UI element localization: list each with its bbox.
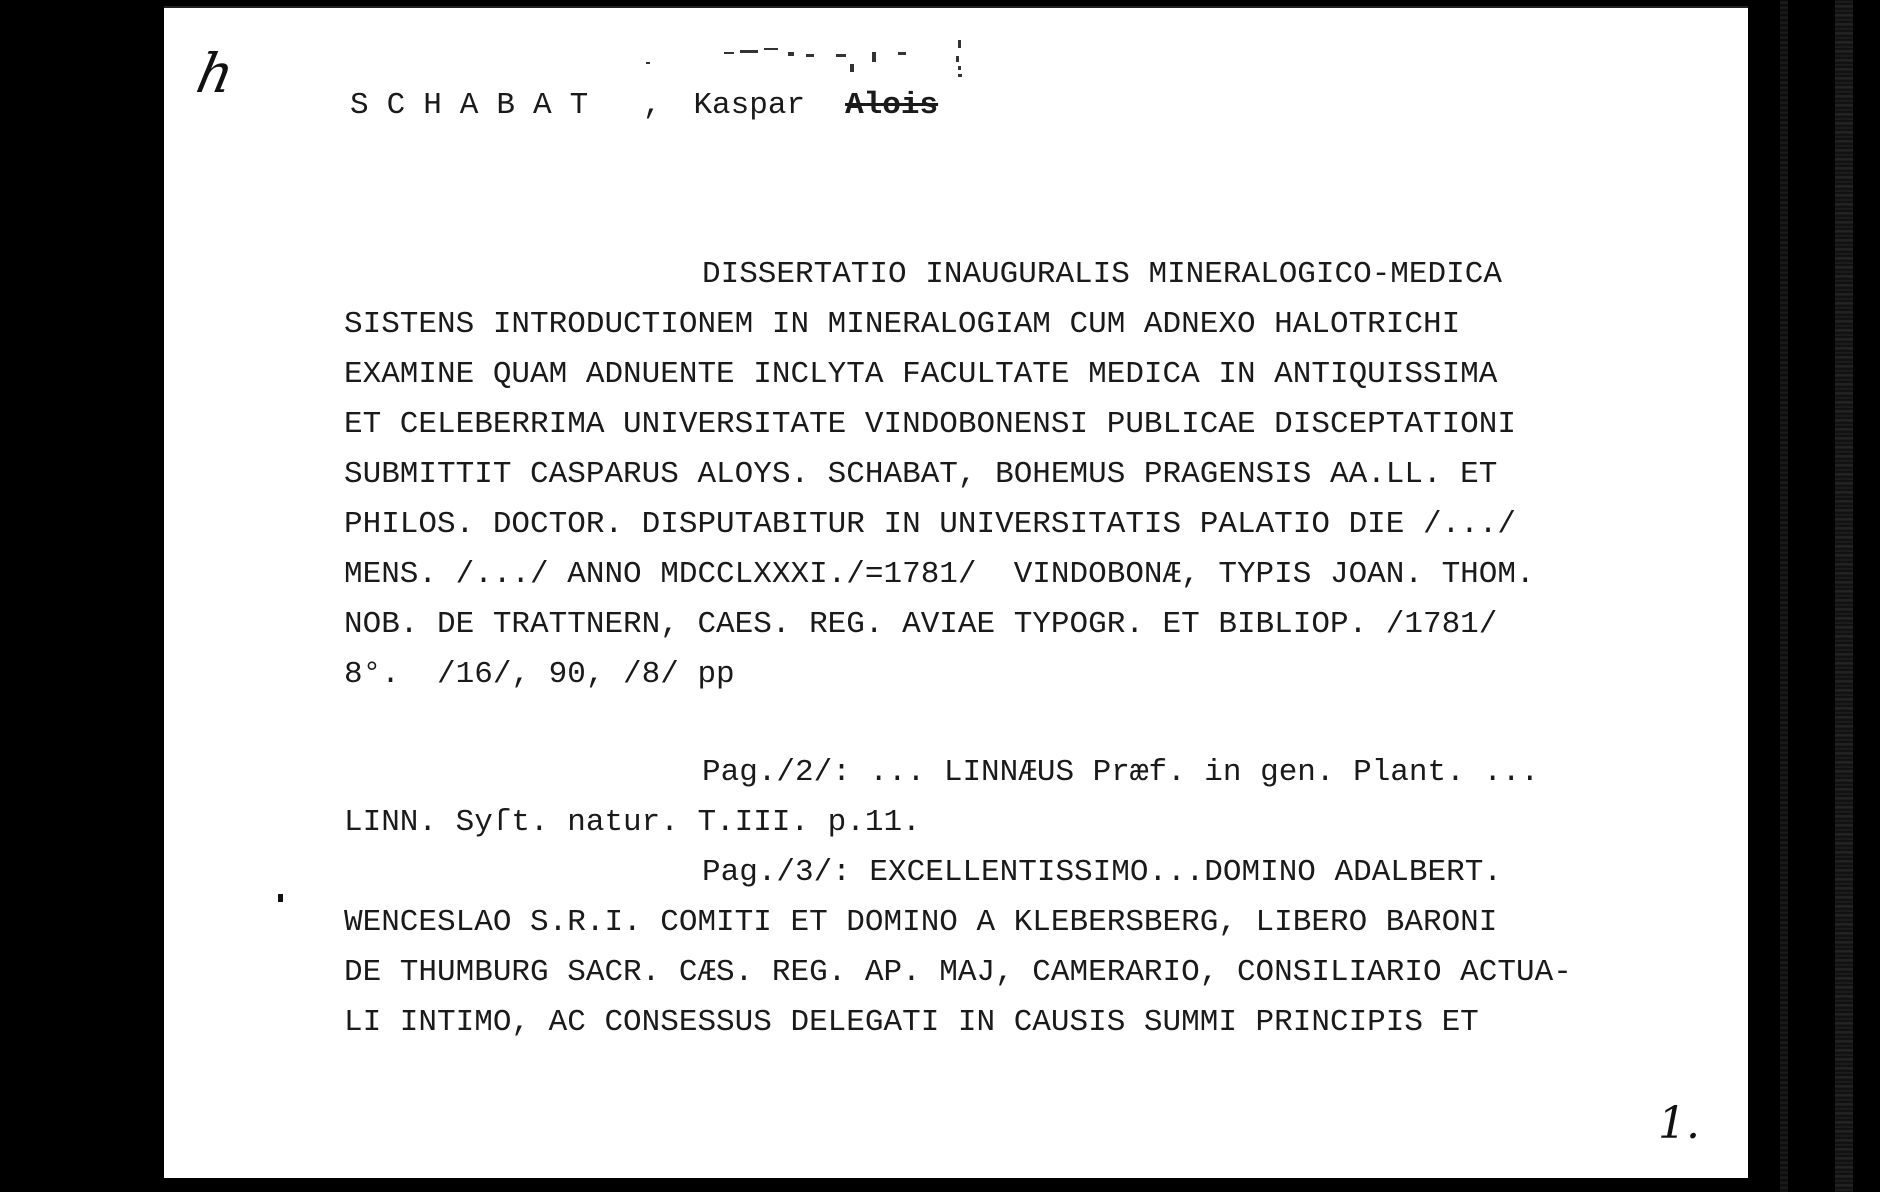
description-line: NOB. DE TRATTNERN, CAES. REG. AVIAE TYPOGR. ET BIBLIOP. /1781/ (344, 607, 1498, 642)
bibliographic-description (344, 250, 1644, 1048)
page-number: 1. (1658, 1098, 1700, 1149)
description-line: EXAMINE QUAM ADNUENTE INCLYTA FACULTATE MEDICA IN ANTIQUISSIMA (344, 357, 1498, 392)
scan-noise (1835, 0, 1853, 1192)
scan-border (1748, 0, 1880, 1192)
note-line: Pag./3/: EXCELLENTISSIMO...DOMINO ADALBERT. (702, 855, 1502, 890)
description-line: MENS. /.../ ANNO MDCCLXXXI./=1781/ VINDOBONÆ, TYPIS JOAN. THOM. (344, 557, 1535, 592)
description-line: DISSERTATIO INAUGURALIS MINERALOGICO-MEDICA (702, 257, 1502, 292)
description-line: SUBMITTIT CASPARUS ALOYS. SCHABAT, BOHEMUS PRAGENSIS AA.LL. ET (344, 457, 1498, 492)
note-line: LI INTIMO, AC CONSESSUS DELEGATI IN CAUSIS SUMMI PRINCIPIS ET (344, 1005, 1479, 1040)
note-line: DE THUMBURG SACR. CÆS. REG. AP. MAJ, CAMERARIO, CONSILIARIO ACTUA- (344, 955, 1572, 990)
author-middle-name: Alois (845, 88, 939, 123)
description-line: PHILOS. DOCTOR. DISPUTABITUR IN UNIVERSITATIS PALATIO DIE /.../ (344, 507, 1516, 542)
scan-noise (1780, 0, 1788, 1192)
note-line: LINN. Syſt. natur. T.III. p.11. (344, 805, 921, 840)
collation-line: 8°. /16/, 90, /8/ pp (344, 657, 735, 692)
ink-dot (278, 894, 283, 902)
ink-smudges (640, 30, 1100, 90)
note-line: WENCESLAO S.R.I. COMITI ET DOMINO A KLEBERSBERG, LIBERO BARONI (344, 905, 1498, 940)
card-heading (350, 88, 938, 123)
description-line: SISTENS INTRODUCTIONEM IN MINERALOGIAM CUM ADNEXO HALOTRICHI (344, 307, 1461, 342)
author-surname: SCHABAT , (350, 88, 680, 123)
description-line: ET CELEBERRIMA UNIVERSITATE VINDOBONENSI PUBLICAE DISCEPTATIONI (344, 407, 1516, 442)
note-line: Pag./2/: ... LINNÆUS Præf. in gen. Plant. ... (702, 755, 1540, 790)
author-given-name: Kaspar (693, 88, 806, 123)
shelf-mark: h (191, 42, 240, 105)
